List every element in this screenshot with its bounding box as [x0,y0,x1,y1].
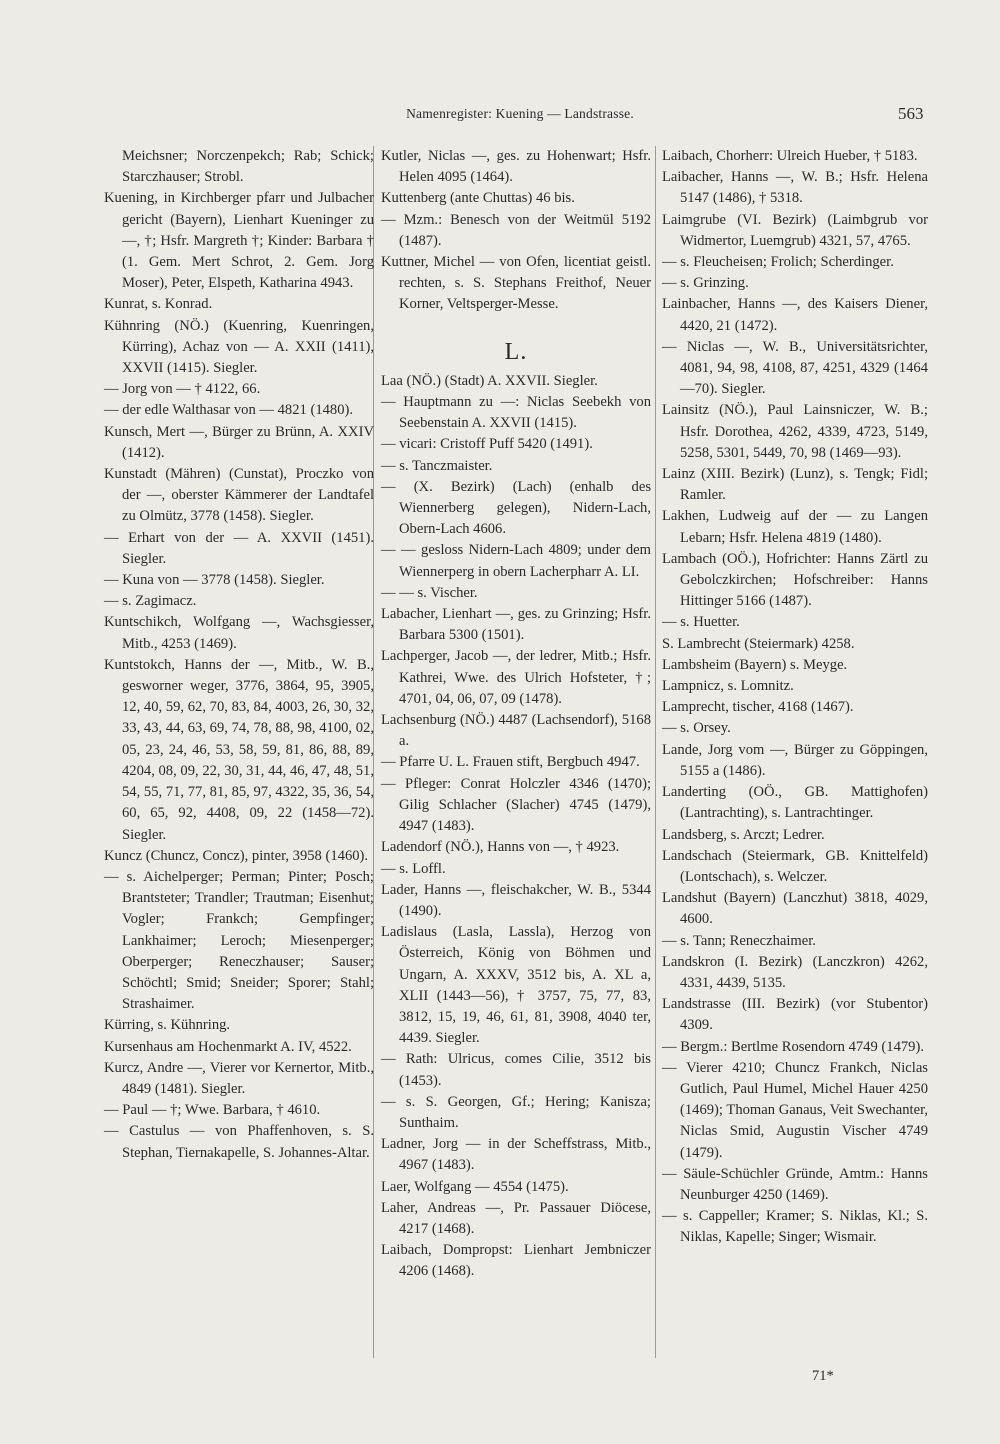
index-entry: — Niclas —, W. B., Universitätsrichter, 4081, 94, 98, 4108, 87, 4251, 4329 (1464—70). Siegler. [662,338,928,398]
index-column-1 [104,146,374,1164]
index-entry: Laibach, Chorherr: Ulreich Hueber, † 5183. [662,148,918,164]
index-entry: Lamprecht, tischer, 4168 (1467). [662,699,854,716]
index-entry: — s. Cappeller; Kramer; S. Niklas, Kl.; S. Niklas, Kapelle; Singer; Wismair. [662,1208,928,1246]
index-entry: Kuntschikch, Wolfgang —, Wachsgiesser, Mitb., 4253 (1469). [104,614,374,652]
signature-mark: 71* [812,1368,834,1384]
index-entry: Lainsitz (NÖ.), Paul Lainsniczer, W. B.; Hsfr. Dorothea, 4262, 4339, 4723, 5149, 5258, 5301, 5449, 70, 98 (1469—93). [662,402,928,461]
index-entry: — s. Tanczmaister. [381,457,493,474]
index-entry: — s. Loffl. [381,860,446,877]
index-entry: Landshut (Bayern) (Lanczhut) 3818, 4029, 4600. [662,890,928,928]
index-entry: Lainz (XIII. Bezirk) (Lunz), s. Tengk; Fidl; Ramler. [662,466,928,504]
index-entry: — s. Orsey. [662,720,731,737]
index-entry: Laer, Wolfgang — 4554 (1475). [381,1178,569,1195]
section-letter: L. [504,338,528,365]
running-title: Namenregister: Kuening — Landstrasse. [406,106,634,121]
index-entry: Kühnring (NÖ.) (Kuenring, Kuenringen, Kürring), Achaz von — A. XXII (1411), XXVII (1415). Siegler. [104,317,374,377]
index-entry: Laher, Andreas —, Pr. Passauer Diöcese, 4217 (1468). [381,1199,651,1237]
index-entry: Kutler, Niclas —, ges. zu Hohenwart; Hsfr. Helen 4095 (1464). [381,148,651,186]
index-entry: Landstrasse (III. Bezirk) (vor Stubentor) 4309. [662,996,928,1034]
index-entry: Kunsch, Mert —, Bürger zu Brünn, A. XXIV (1412). [104,423,374,461]
index-entry: Lande, Jorg vom —, Bürger zu Göppingen, 5155 a (1486). [662,741,928,779]
index-entry: — der edle Walthasar von — 4821 (1480). [104,402,354,419]
index-entry: Kuening, in Kirchberger pfarr und Julbacher gericht (Bayern), Lienhart Kueninger zu —, †; Hsfr. Margreth †; Kinder: Barbara † (1. Gem. Mert Schrot, 2. Gem. Jorg Moser), Peter, Elspeth, Katharina 4943. [104,190,374,292]
index-entry: — s. S. Georgen, Gf.; Hering; Kanisza; Sunthaim. [381,1093,651,1131]
index-entry: Kürring, s. Kühnring. [104,1017,231,1034]
index-entry: — s. Aichelperger; Perman; Pinter; Posch; Brantsteter; Trandler; Trautman; Eisenhut; Vogler; Frankch; Gempfinger; Lankhaimer; Leroch; Miesenperger; Oberperger; Reneczhauser; Sauser; Schöchtl; Smid; Sneider; Sporer; Stahl; Strashaimer. [104,868,374,1013]
index-entry: — Bergm.: Bertlme Rosendorn 4749 (1479). [662,1038,924,1055]
index-entry: Kuntstokch, Hanns der —, Mitb., W. B., gesworner weger, 3776, 3864, 95, 3905, 12, 40, 59, 62, 70, 83, 84, 4003, 26, 30, 32, 33, 43, 44, 63, 69, 74, 78, 88, 98, 4100, 02, 05, 23, 24, 46, 53, 58, 59, 81, 86, 88, 89, 4204, 08, 09, 22, 30, 31, 44, 46, 47, 48, 51, 54, 55, 71, 77, 81, 85, 97, 4322, 35, 36, 54, 60, 65, 92, 4408, 09, 22 (1458—72). Siegler. [104,656,374,843]
index-entry: Lader, Hanns —, fleischakcher, W. B., 5344 (1490). [381,881,651,919]
index-entry: Landschach (Steiermark, GB. Knittelfeld) (Lontschach), s. Welczer. [662,847,928,885]
index-entry: — s. Tann; Reneczhaimer. [662,932,816,949]
index-entry: — s. Grinzing. [662,275,749,292]
index-entry: Laibach, Dompropst: Lienhart Jembniczer 4206 (1468). [381,1242,651,1280]
index-entry: Lachperger, Jacob —, der ledrer, Mitb.; Hsfr. Kathrei, Wwe. des Ulrich Hofsteter, †; 4701, 04, 06, 07, 09 (1478). [381,648,651,707]
index-entry: Kuttenberg (ante Chuttas) 46 bis. [381,190,575,207]
column-divider [655,146,656,1358]
index-entry: — Pfleger: Conrat Holczler 4346 (1470); Gilig Schlacher (Slacher) 4745 (1479), 4947 (1483). [381,775,651,835]
index-entry: — s. Huetter. [662,614,740,631]
index-entry: Lakhen, Ludweig auf der — zu Langen Lebarn; Hsfr. Helena 4819 (1480). [662,508,928,546]
index-entry: Kurcz, Andre —, Vierer vor Kernertor, Mitb., 4849 (1481). Siegler. [104,1059,374,1097]
index-entry: — Hauptmann zu —: Niclas Seebekh von Seebenstain A. XXVII (1415). [381,394,651,432]
index-entry: Landsberg, s. Arczt; Ledrer. [662,826,825,843]
index-entry: Kursenhaus am Hochenmarkt A. IV, 4522. [104,1038,352,1055]
index-entry: S. Lambrecht (Steiermark) 4258. [662,635,855,652]
index-entry: Laa (NÖ.) (Stadt) A. XXVII. Siegler. [381,372,598,389]
index-entry: — Paul — †; Wwe. Barbara, † 4610. [104,1102,321,1119]
index-entry: Labacher, Lienhart —, ges. zu Grinzing; Hsfr. Barbara 5300 (1501). [381,606,651,644]
index-entry: — s. Zagimacz. [104,593,197,610]
index-entry: Kuncz (Chuncz, Concz), pinter, 3958 (1460). [104,847,369,864]
index-entry: Lachsenburg (NÖ.) 4487 (Lachsendorf), 5168 a. [381,712,651,750]
index-entry: Laibacher, Hanns —, W. B.; Hsfr. Helena 5147 (1486), † 5318. [662,169,928,207]
index-entry: Meichsner; Norczenpekch; Rab; Schick; Starczhauser; Strobl. [122,148,374,186]
index-entry: — Kuna von — 3778 (1458). Siegler. [104,572,325,589]
index-entry: Lainbacher, Hanns —, des Kaisers Diener, 4420, 21 (1472). [662,296,928,334]
index-entry: Lampnicz, s. Lomnitz. [662,678,794,695]
index-entry: — Vierer 4210; Chuncz Frankch, Niclas Gutlich, Paul Humel, Michel Hauer 4250 (1469); Thoman Ganaus, Veit Swechanter, Niclas Smid, Augustin Vischer 4749 (1479). [662,1059,928,1161]
index-entry: Ladislaus (Lasla, Lassla), Herzog von Österreich, König von Böhmen und Ungarn, A. XXXV, 3512 bis, A. XL a, XLII (1443—56), † 3757, 75, 77, 83, 3812, 15, 19, 46, 61, 81, 3908, 4040 ter, 4439. Siegler. [381,924,651,1047]
index-column-2 [381,146,651,1283]
index-entry: Landerting (OÖ., GB. Mattighofen) (Lantrachting), s. Lantrachtinger. [662,784,928,822]
index-entry: — Castulus — von Phaffenhoven, s. S. Stephan, Tiernakapelle, S. Johannes-Altar. [104,1123,374,1161]
index-entry: — — gesloss Nidern-Lach 4809; under dem Wiennerperg in obern Lacherpharr A. LI. [381,542,651,580]
index-entry: Kunrat, s. Konrad. [104,296,213,313]
index-entry: — vicari: Cristoff Puff 5420 (1491). [381,436,593,453]
index-entry: — (X. Bezirk) (Lach) (enhalb des Wiennerberg gelegen), Nidern-Lach, Obern-Lach 4606. [381,478,651,538]
index-entry: — s. Fleucheisen; Frolich; Scherdinger. [662,254,894,271]
index-entry: — Erhart von der — A. XXVII (1451). Siegler. [104,529,374,567]
index-entry: Kuttner, Michel — von Ofen, licentiat geistl. rechten, s. S. Stephans Freithof, Neuer Korner, Veltsperger-Messe. [381,254,651,313]
page-number: 563 [898,104,924,123]
index-entry: Ladendorf (NÖ.), Hanns von —, † 4923. [381,839,620,856]
index-entry: — Jorg von — † 4122, 66. [104,381,261,398]
index-entry: Laimgrube (VI. Bezirk) (Laimbgrub vor Widmertor, Luemgrub) 4321, 57, 4765. [662,211,928,249]
index-entry: Lambsheim (Bayern) s. Meyge. [662,656,848,673]
index-entry: — Mzm.: Benesch von der Weitmül 5192 (1487). [381,211,651,249]
index-entry: — Rath: Ulricus, comes Cilie, 3512 bis (1453). [381,1051,651,1089]
index-entry: — Säule-Schüchler Gründe, Amtm.: Hanns Neunburger 4250 (1469). [662,1165,928,1203]
index-entry: Kunstadt (Mähren) (Cunstat), Proczko von der —, oberster Kämmerer der Landtafel zu Olmütz, 3778 (1458). Siegler. [104,466,374,525]
index-entry: Ladner, Jorg — in der Scheffstrass, Mitb., 4967 (1483). [381,1136,651,1174]
index-column-3 [662,146,928,1249]
index-entry: Landskron (I. Bezirk) (Lanczkron) 4262, 4331, 4439, 5135. [662,953,928,991]
index-entry: — — s. Vischer. [381,584,478,601]
index-entry: — Pfarre U. L. Frauen stift, Bergbuch 4947. [381,754,640,771]
index-entry: Lambach (OÖ.), Hofrichter: Hanns Zärtl zu Gebolczkirchen; Hofschreiber: Hanns Hittinger 5166 (1487). [662,550,928,610]
